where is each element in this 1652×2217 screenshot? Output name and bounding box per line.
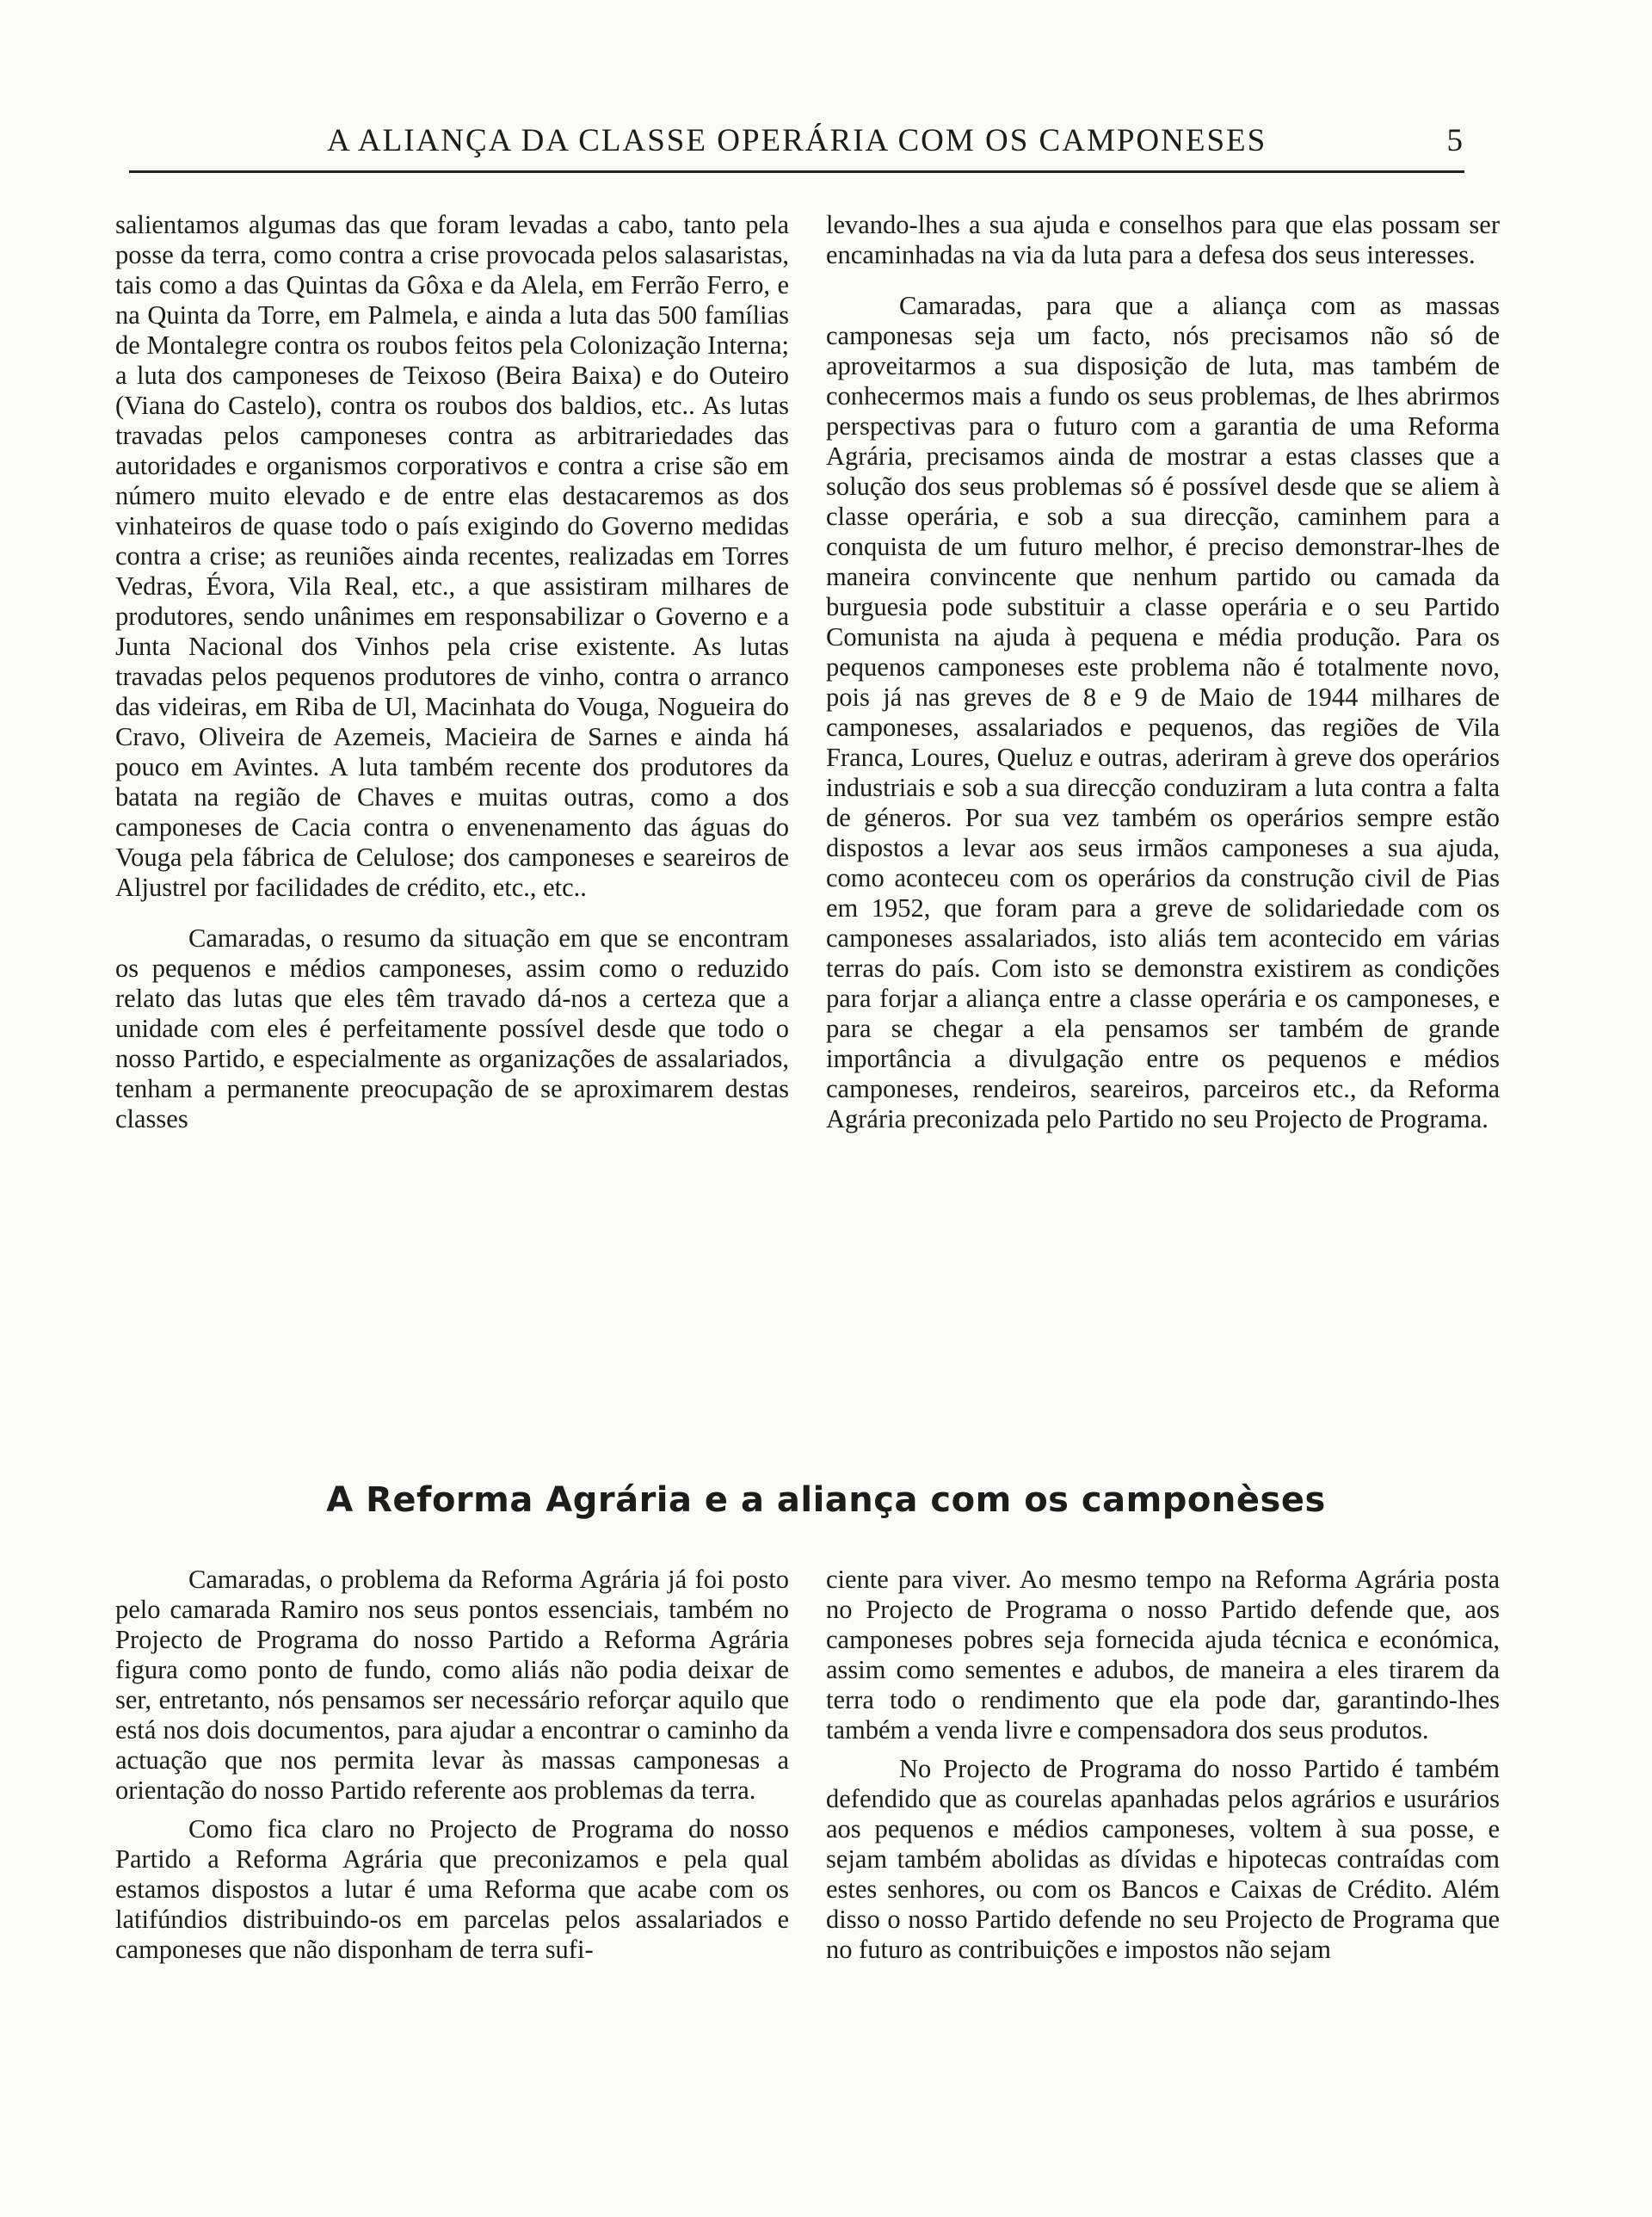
paragraph: levando-lhes a sua ajuda e conselhos para que elas possam ser encaminhadas na via da luta para a defesa dos seus interesses. (826, 210, 1500, 269)
column-bottom-left (115, 1565, 789, 1965)
paragraph: Camaradas, o problema da Reforma Agrária já foi posto pelo camarada Ramiro nos seus pontos essenciais, também no Projecto de Programa do nosso Partido a Reforma Agrária figura como ponto de fundo, como aliás não podia deixar de ser, entretanto, nós pensamos ser necessário reforçar aquilo que está nos dois documentos, para ajudar a encontrar o caminho da actuação que nos permita levar às massas camponesas a orientação do nosso Partido referente aos problemas da terra. (115, 1565, 789, 1805)
column-top-left (115, 210, 789, 1134)
paragraph: ciente para viver. Ao mesmo tempo na Reforma Agrária posta no Projecto de Programa o nosso Partido defende que, aos camponeses pobres seja fornecida ajuda técnica e económica, assim como sementes e adubos, de maneira a eles tirarem da terra todo o rendimento que ela pode dar, garantindo-lhes também a venda livre e compensadora dos seus produtos. (826, 1565, 1500, 1745)
column-top-right (826, 210, 1500, 1134)
section-heading: A Reforma Agrária e a aliança com os camponèses (326, 1480, 1326, 1520)
header-rule (129, 170, 1464, 173)
page-header (129, 122, 1463, 165)
paragraph: Como fica claro no Projecto de Programa do nosso Partido a Reforma Agrária que preconizamos e pela qual estamos dispostos a lutar é uma Reforma que acabe com os latifúndios distribuindo-os em parcelas pelos assalariados e camponeses que não disponham de terra sufi- (115, 1814, 789, 1964)
running-title: A ALIANÇA DA CLASSE OPERÁRIA COM OS CAMPONESES (327, 123, 1267, 158)
paragraph: Camaradas, para que a aliança com as massas camponesas seja um facto, nós precisamos não só de aproveitarmos a sua disposição de luta, mas também de conhecermos mais a fundo os seus problemas, de lhes abrirmos perspectivas para o futuro com a garantia de uma Reforma Agrária, precisamos ainda de mostrar a estas classes que a solução dos seus problemas só é possível desde que se aliem à classe operária, e sob a sua direcção, caminhem para a conquista de um futuro melhor, é preciso demonstrar-lhes de maneira convincente que nenhum partido ou camada da burguesia pode substituir a classe operária e o seu Partido Comunista na ajuda à pequena e média produção. Para os pequenos camponeses este problema não é totalmente novo, pois já nas greves de 8 e 9 de Maio de 1944 milhares de camponeses, assalariados e pequenos, das regiões de Vila Franca, Loures, Queluz e outras, aderiram à greve dos operários industriais e sob a sua direcção conduziram a luta contra a falta de géneros. Por sua vez também os operários sempre estão dispostos a levar aos seus irmãos camponeses a sua ajuda, como aconteceu com os operários da construção civil de Pias em 1952, que foram para a greve de solidariedade com os camponeses assalariados, isto aliás tem acontecido em várias terras do país. Com isto se demonstra existirem as condições para forjar a aliança entre a classe operária e os camponeses, e para se chegar a ela pensamos ser também de grande importância a divulgação entre os pequenos e médios camponeses, rendeiros, seareiros, parceiros etc., da Reforma Agrária preconizada pelo Partido no seu Projecto de Programa. (826, 291, 1500, 1133)
paragraph: No Projecto de Programa do nosso Partido é também defendido que as courelas apanhadas pelos agrários e usurários aos pequenos e médios camponeses, voltem à sua posse, e sejam também abolidas as dívidas e hipotecas contraídas com estes senhores, ou com os Bancos e Caixas de Crédito. Além disso o nosso Partido defende no seu Projecto de Programa que no futuro as contribuições e impostos não sejam (826, 1754, 1500, 1964)
paragraph: Camaradas, o resumo da situação em que se encontram os pequenos e médios camponeses, assim como o reduzido relato das lutas que eles têm travado dá-nos a certeza que a unidade com eles é perfeitamente possível desde que todo o nosso Partido, e especialmente as organizações de assalariados, tenham a permanente preocupação de se aproximarem destas classes (115, 923, 789, 1133)
column-bottom-right (826, 1565, 1500, 1965)
paragraph: salientamos algumas das que foram levadas a cabo, tanto pela posse da terra, como contra a crise provocada pelos salasaristas, tais como a das Quintas da Gôxa e da Alela, em Ferrão Ferro, e na Quinta da Torre, em Palmela, e ainda a luta das 500 famílias de Montalegre contra os roubos feitos pela Colonização Interna; a luta dos camponeses de Teixoso (Beira Baixa) e do Outeiro (Viana do Castelo), contra os roubos dos baldios, etc.. As lutas travadas pelos camponeses contra as arbitrariedades das autoridades e organismos corporativos e contra a crise são em número muito elevado e de entre elas destacaremos as dos vinhateiros de quase todo o país exigindo do Governo medidas contra a crise; as reuniões ainda recentes, realizadas em Torres Vedras, Évora, Vila Real, etc., a que assistiram milhares de produtores, sendo unânimes em responsabilizar o Governo e a Junta Nacional dos Vinhos pela crise existente. As lutas travadas pelos pequenos produtores de vinho, contra o arranco das videiras, em Riba de Ul, Macinhata do Vouga, Nogueira do Cravo, Oliveira de Azemeis, Macieira de Sarnes e ainda há pouco em Avintes. A luta também recente dos produtores da batata na região de Chaves e muitas outras, como a dos camponeses de Cacia contra o envenenamento das águas do Vouga pela fábrica de Celulose; dos camponeses e seareiros de Aljustrel por facilidades de crédito, etc., etc.. (115, 210, 789, 902)
page-number: 5 (1446, 123, 1463, 158)
